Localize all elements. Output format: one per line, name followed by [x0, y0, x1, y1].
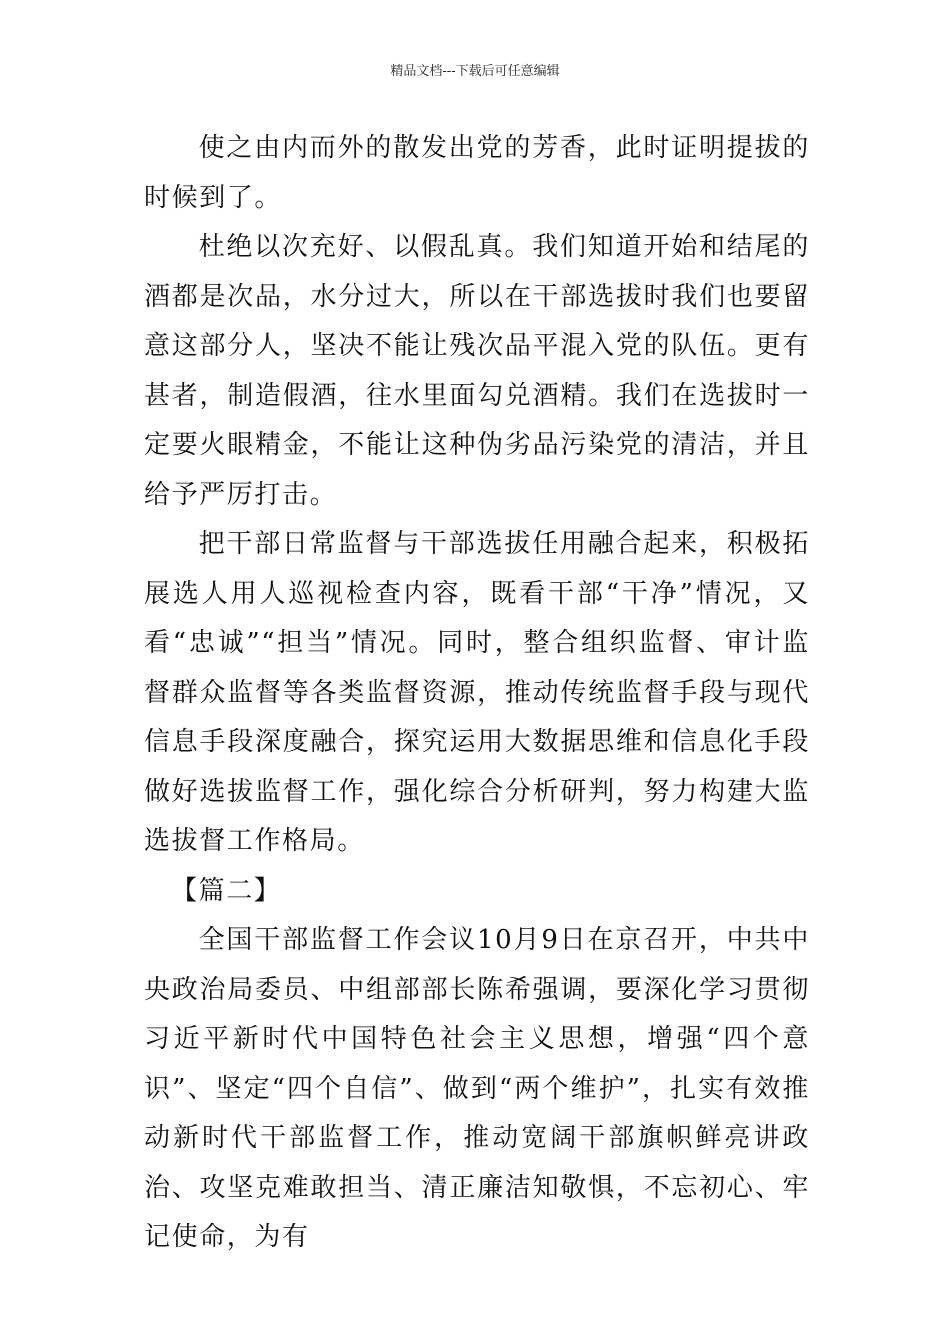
paragraph-3: 把干部日常监督与干部选拔任用融合起来，积极拓展选人用人巡视检查内容，既看干部“干净”情况，又看“忠诚”“担当”情况。同时，整合组织监督、审计监督群众监督等各类监督资源，推动传统监督手段与现代信息手段深度融合，探究运用大数据思维和信息化手段做好选拔监督工作，强化综合分析研判，努力构建大监选拔督工作格局。 [144, 529, 810, 856]
page-header: 精品文档---下载后可任意编辑 [390, 64, 560, 79]
paragraph-2: 杜绝以次充好、以假乱真。我们知道开始和结尾的酒都是次品，水分过大，所以在干部选拔时我们也要留意这部分人，坚决不能让残次品平混入党的队伍。更有甚者，制造假酒，往水里面勾兑酒精。我们在选拔时一定要火眼精金，不能让这种伪劣品污染党的清洁，并且给予严厉打击。 [144, 232, 810, 510]
paragraph-1: 使之由内而外的散发出党的芳香，此时证明提拔的时候到了。 [144, 133, 810, 213]
section-heading: 【篇二】 [171, 875, 282, 906]
paragraph-4: 全国干部监督工作会议10月9日在京召开，中共中央政治局委员、中组部部长陈希强调，要深化学习贯彻习近平新时代中国特色社会主义思想，增强“四个意识”、坚定“四个自信”、做到“两个维护”，扎实有效推动新时代干部监督工作，推动宽阔干部旗帜鲜亮讲政治、攻坚克难敢担当、清正廉洁知敬惧，不忘初心、牢记使命，为有 [144, 925, 810, 1252]
document-body [144, 124, 810, 1263]
